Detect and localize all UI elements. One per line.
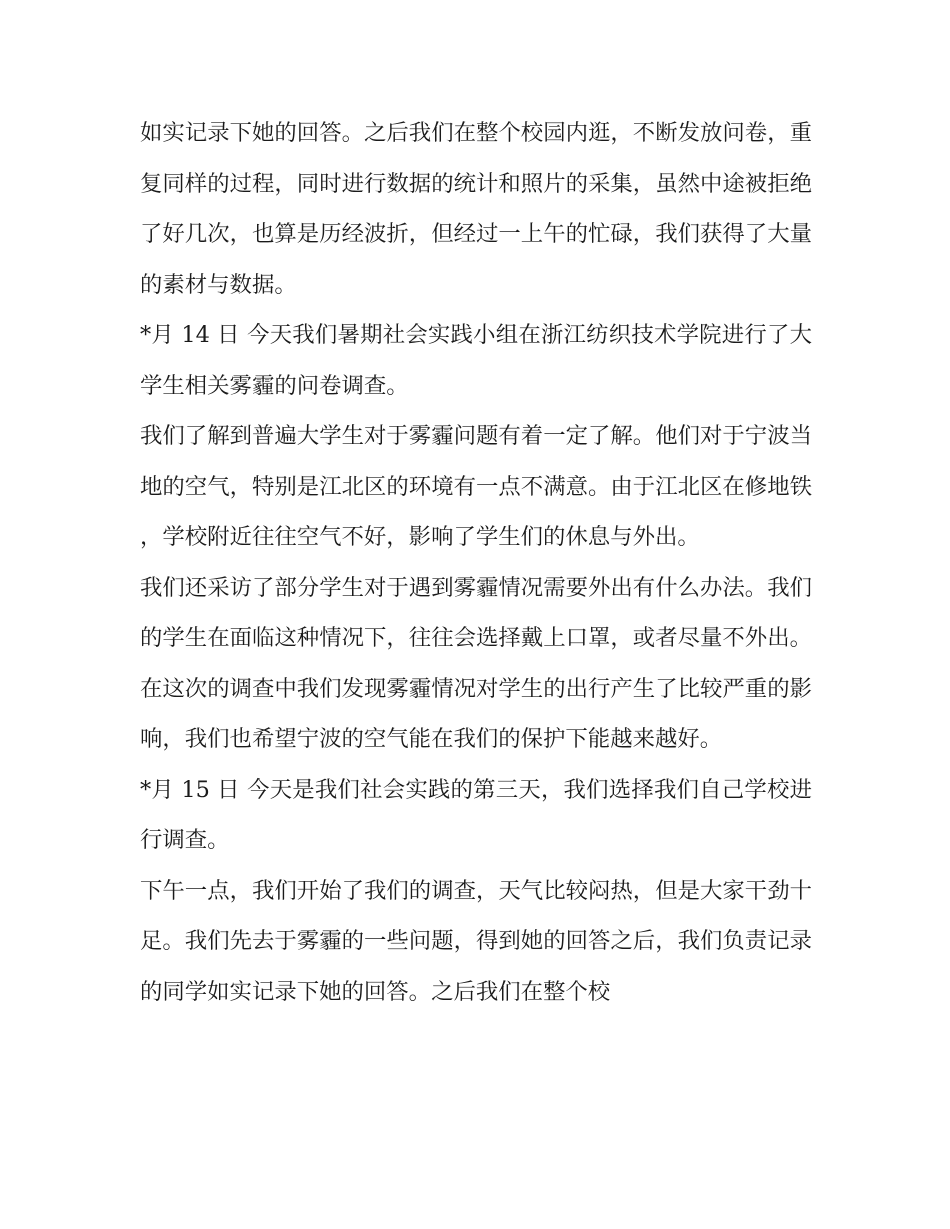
paragraph-day-15-intro: *月 15 日 今天是我们社会实践的第三天，我们选择我们自己学校进行调查。	[140, 776, 812, 853]
document-page	[140, 108, 812, 1017]
paragraph-day-14-intro: *月 14 日 今天我们暑期社会实践小组在浙江纺织技术学院进行了大学生相关雾霾的问卷调查。	[140, 322, 812, 399]
paragraph-survey-summary: 如实记录下她的回答。之后我们在整个校园内逛，不断发放问卷，重复同样的过程，同时进行数据的统计和照片的采集，虽然中途被拒绝了好几次，也算是历经波折，但经过一上午的忙碌，我们获得了大量的素材与数据。	[140, 120, 812, 298]
paragraph-afternoon-survey: 下午一点，我们开始了我们的调查，天气比较闷热，但是大家干劲十足。我们先去于雾霾的一些问题，得到她的回答之后，我们负责记录的同学如实记录下她的回答。之后我们在整个校	[140, 877, 812, 1005]
paragraph-student-awareness: 我们了解到普遍大学生对于雾霾问题有着一定了解。他们对于宁波当地的空气，特别是江北区的环境有一点不满意。由于江北区在修地铁，学校附近往往空气不好，影响了学生们的休息与外出。	[140, 423, 812, 550]
paragraph-student-responses: 我们还采访了部分学生对于遇到雾霾情况需要外出有什么办法。我们的学生在面临这种情况下，往往会选择戴上口罩，或者尽量不外出。在这次的调查中我们发现雾霾情况对学生的出行产生了比较严重的影响，我们也希望宁波的空气能在我们的保护下能越来越好。	[140, 574, 812, 752]
